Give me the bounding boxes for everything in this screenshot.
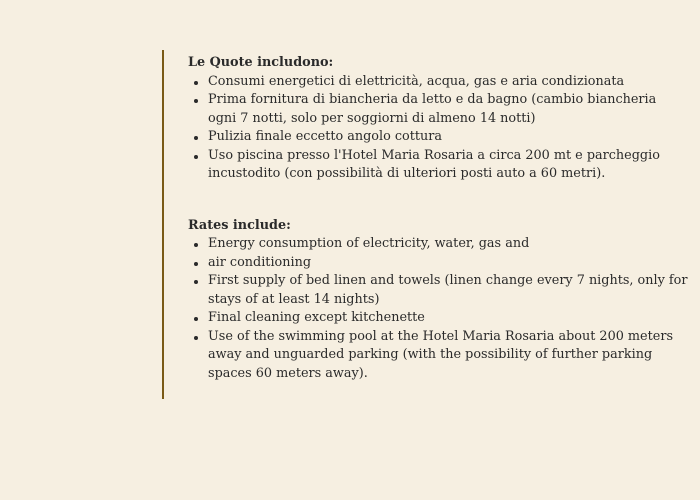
italian-list — [188, 73, 688, 184]
italian-title: Le Quote includono: — [188, 55, 334, 70]
rates-info-panel — [188, 54, 688, 383]
english-list — [188, 235, 688, 383]
list-item: Pulizia finale eccetto angolo cottura — [188, 128, 688, 147]
list-item: Final cleaning except kitchenette — [188, 309, 688, 328]
english-section — [188, 217, 688, 384]
english-title: Rates include: — [188, 217, 291, 233]
list-item: First supply of bed linen and towels (linen change every 7 nights, only for stays of at least 14 nights) — [188, 272, 688, 309]
italian-section — [188, 54, 688, 184]
list-item: Energy consumption of electricity, water, gas and — [188, 235, 688, 254]
list-item: Uso piscina presso l'Hotel Maria Rosaria a circa 200 mt e parcheggio incustodito (con possibilità di ulteriori posti auto a 60 metri). — [188, 147, 688, 184]
list-item: Use of the swimming pool at the Hotel Maria Rosaria about 200 meters away and unguarded parking (with the possibility of further parking spaces 60 meters away). — [188, 328, 688, 384]
accent-divider — [162, 50, 164, 399]
list-item: Prima fornitura di biancheria da letto e da bagno (cambio biancheria ogni 7 notti, solo per soggiorni di almeno 14 notti) — [188, 91, 688, 128]
list-item: Consumi energetici di elettricità, acqua, gas e aria condizionata — [188, 73, 688, 92]
list-item: air conditioning — [188, 254, 688, 273]
